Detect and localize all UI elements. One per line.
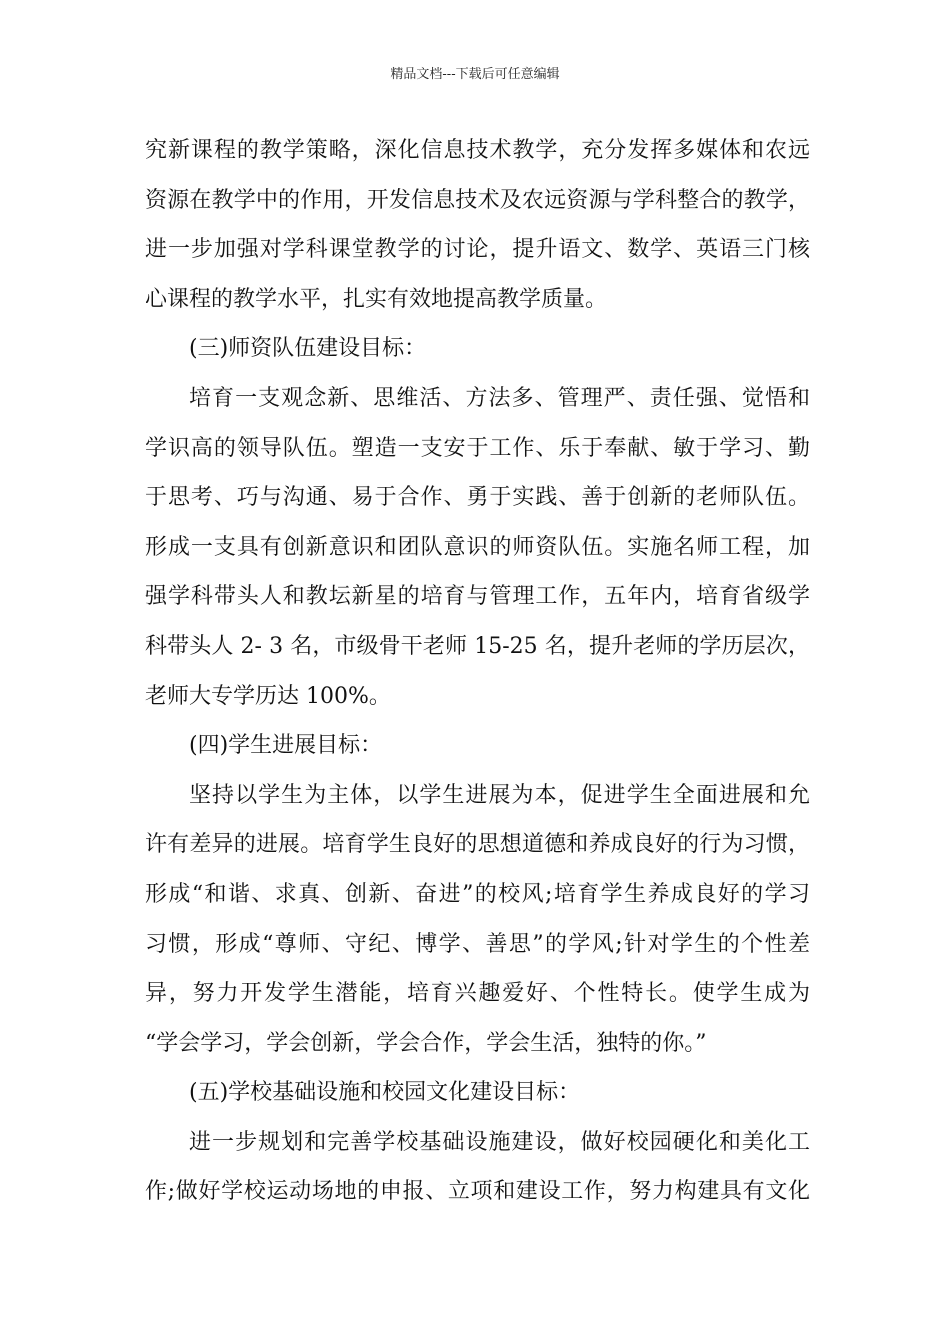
text-line: 心课程的教学水平，扎实有效地提高教学质量。 <box>145 286 608 312</box>
paragraph-first-line: 坚持以学生为主体，以学生进展为本，促进学生全面进展和允 <box>189 782 810 808</box>
text-line: 强学科带头人和教坛新星的培育与管理工作，五年内，培育省级学 <box>145 584 810 610</box>
text-line: 形成一支具有创新意识和团队意识的师资队伍。实施名师工程，加 <box>145 534 810 560</box>
text-line: “学会学习，学会创新，学会合作，学会生活，独特的你。” <box>145 1030 707 1056</box>
text-line: 习惯，形成“尊师、守纪、博学、善思”的学风;针对学生的个性差 <box>145 931 810 957</box>
text-line: 进一步加强对学科课堂教学的讨论，提升语文、数学、英语三门核 <box>145 237 810 263</box>
paragraph-first-line: 进一步规划和完善学校基础设施建设，做好校园硬化和美化工 <box>189 1129 810 1155</box>
text-line: 作;做好学校运动场地的申报、立项和建设工作，努力构建具有文化 <box>145 1179 810 1205</box>
section-heading: (四)学生进展目标： <box>189 733 383 759</box>
section-heading: (三)师资队伍建设目标： <box>189 336 427 362</box>
text-line: 究新课程的教学策略，深化信息技术教学，充分发挥多媒体和农远 <box>145 138 810 163</box>
text-line: 于思考、巧与沟通、易于合作、勇于实践、善于创新的老师队伍。 <box>145 485 810 511</box>
text-line: 学识高的领导队伍。塑造一支安于工作、乐于奉献、敏于学习、勤 <box>145 435 810 461</box>
paragraph-first-line: 培育一支观念新、思维活、方法多、管理严、责任强、觉悟和 <box>189 385 810 411</box>
text-line: 形成“和谐、求真、创新、奋进”的校风;培育学生养成良好的学习 <box>145 881 810 907</box>
text-line: 许有差异的进展。培育学生良好的思想道德和养成良好的行为习惯， <box>145 832 810 858</box>
text-line: 异，努力开发学生潜能，培育兴趣爱好、个性特长。使学生成为 <box>145 981 810 1007</box>
text-line: 老师大专学历达 100%。 <box>145 683 391 709</box>
section-heading: (五)学校基础设施和校园文化建设目标： <box>189 1080 581 1106</box>
document-body <box>145 126 810 1217</box>
text-line: 科带头人 2- 3 名，市级骨干老师 15-25 名，提升老师的学历层次， <box>145 633 810 659</box>
page-header: 精品文档---下载后可任意编辑 <box>390 67 560 82</box>
text-line: 资源在教学中的作用，开发信息技术及农远资源与学科整合的教学， <box>145 187 810 213</box>
